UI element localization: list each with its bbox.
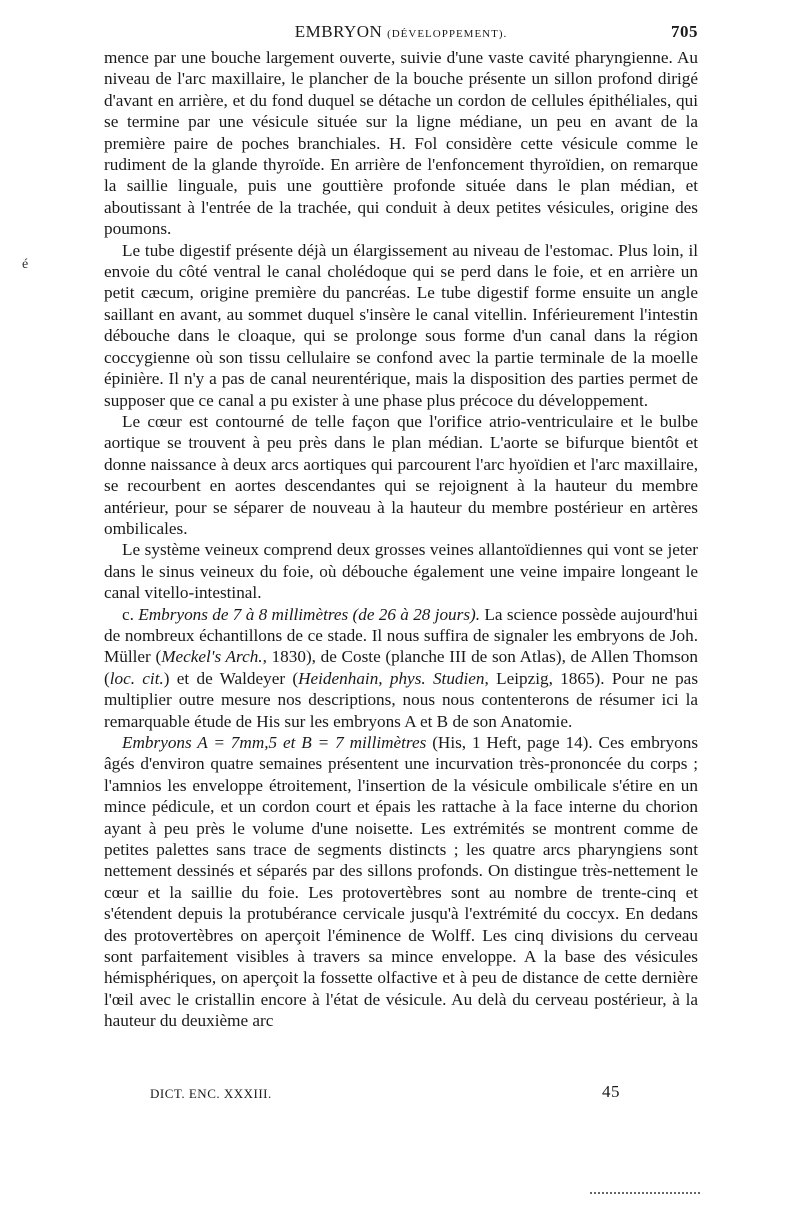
page-number: 705 (671, 22, 698, 41)
paragraph-embryos-7-8mm (104, 604, 698, 732)
signature-number: 45 (602, 1082, 620, 1101)
section-heading: Embryons de 7 à 8 millimètres (de 26 à 28 jours). (138, 604, 481, 624)
paragraph-text: ) et de Waldeyer ( (163, 668, 299, 688)
paragraph-heart (104, 411, 698, 539)
section-letter: c. (122, 604, 139, 624)
citation-italic: Meckel's Arch. (161, 647, 263, 667)
signature-mark: DICT. ENC. XXXIII. (150, 1086, 272, 1101)
running-head-title (104, 22, 698, 42)
body-text (104, 47, 698, 1032)
page-footer (150, 1082, 620, 1104)
paragraph-embryos-a-b (104, 732, 698, 1032)
paragraph-digestive-tube (104, 240, 698, 411)
margin-mark: é (22, 257, 29, 272)
paragraph-text: La science possède aujourd'hui de nombreux échantillons de ce stade. Il nous suffira de signaler les embryons de Joh. Müller ( (104, 604, 698, 667)
running-head (104, 22, 698, 46)
paragraph-text: Le système veineux comprend deux grosses veines allantoïdiennes qui vont se jeter dans le sinus veineux du foie, où débouche également une veine impaire longeant le canal vitello-intestinal. (104, 540, 698, 603)
paragraph-text: Le tube digestif présente déjà un élargissement au niveau de l'estomac. Plus loin, il envoie du côté ventral le canal cholédoque qui se perd dans le foie, et en arrière un petit cæcum, origine première du pancréas. Le tube digestif forme ensuite un angle saillant en avant, au sommet duquel s'insère le canal vitellin. Inférieurement l'intestin débouche dans le cloaque, qui se prolonge sous forme d'un canal dans la région coccygienne où son tissu cellulaire se confond avec la partie terminale de la moelle épinière. Il n'y a pas de canal neurentérique, mais la disposition des parties permet de supposer que ce canal a pu exister à une phase plus précoce du développement. (104, 240, 698, 410)
paragraph-text: , Leipzig, 1865). Pour ne pas multiplier outre mesure nos descriptions, nous nous contenterons de résumer ici la remarquable étude de His sur les embryons A et B de son Anatomie. (104, 668, 699, 731)
paragraph-text: mence par une bouche largement ouverte, suivie d'une vaste cavité pharyngienne. Au niveau de l'arc maxillaire, le plancher de la bouche présente un sillon profond dirigé d'avant en arrière, et du fond duquel se détache un cordon de cellules épithéliales, qui se termine par une vésicule située sur la ligne médiane, un peu en avant de la première paire de poches branchiales. H. Fol considère cette vésicule comme le rudiment de la glande thyroïde. En arrière de l'enfoncement thyroïdien, on remarque la saillie linguale, puis une gouttière profonde située dans le plan médian, et aboutissant à l'entrée de la trachée, qui conduit à deux petites vésicules, origine des poumons. (104, 48, 698, 239)
paragraph-continuation (104, 47, 698, 240)
scan-artifact-line (590, 1192, 700, 1196)
paragraph-text: Le cœur est contourné de telle façon que l'orifice atrio-ventriculaire et le bulbe aortique se trouvent à peu près dans le plan médian. L'aorte se bifurque bientôt et donne naissance à deux arcs aortiques qui parcourent l'arc hyoïdien et l'arc maxillaire, se recourbent en aortes descendantes qui se rejoignent à la hauteur du membre antérieur, pour se séparer de nouveau à la hauteur du membre postérieur en artères ombilicales. (104, 411, 698, 538)
citation-italic: Heidenhain, phys. Studien (298, 668, 485, 688)
paragraph-text: (His, 1 Heft, page 14). Ces embryons âgés d'environ quatre semaines présentent une incurvation très-prononcée du corps ; l'amnios les enveloppe étroitement, l'insertion de la vésicule ombilicale s'étire en un mince pédicule, et un cordon court et épais les rattache à la face interne du chorion ayant à peu près le volume d'une noisette. Les extrémités se montrent comme de petites palettes sans trace de segments distincts ; les quatre arcs pharyngiens sont nettement dessinés et séparés par des sillons profonds. On distingue très-nettement le cœur et la saillie du foie. Les protovertèbres sont au nombre de trente-cinq et s'étendent depuis la protubérance cervicale jusqu'à l'extrémité du coccyx. En dedans des protovertèbres on aperçoit l'éminence de Wolff. Les cinq divisions du cerveau sont parfaitement visibles à travers sa mince enveloppe. A la base des vésicules hémisphériques, on aperçoit la fossette olfactive et à peu de distance de cette dernière l'œil avec le cristallin encore à l'état de vésicule. Au delà du cerveau postérieur, à la hauteur du deuxième arc (104, 733, 699, 1031)
citation-italic: loc. cit. (109, 668, 164, 688)
section-heading: Embryons A = 7mm,5 et B = 7 millimètres (122, 733, 427, 752)
running-head-sub: (DÉVELOPPEMENT). (387, 28, 508, 40)
running-head-main: EMBRYON (294, 22, 383, 41)
paragraph-text: , 1830), de Coste (planche III de son Atlas), de Allen Thomson ( (104, 647, 698, 688)
paragraph-venous-system (104, 539, 698, 603)
